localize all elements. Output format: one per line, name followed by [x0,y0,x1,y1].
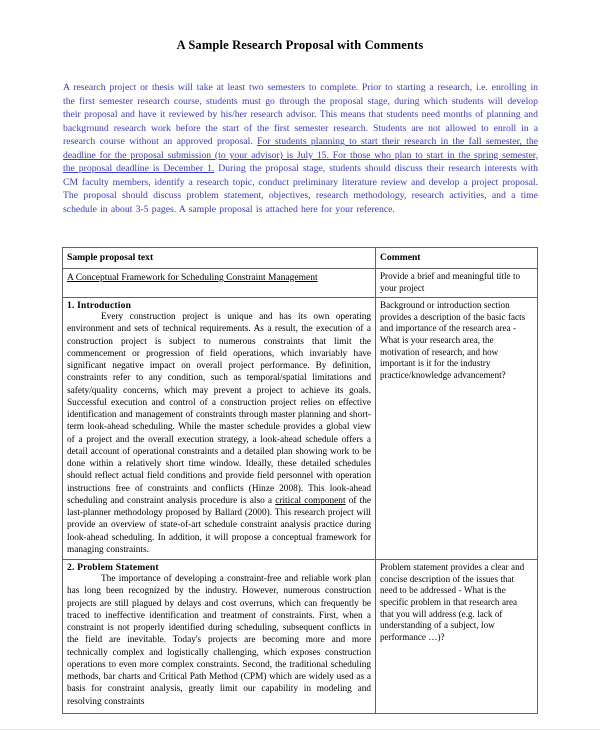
column-header-sample-proposal-text: Sample proposal text [63,248,376,269]
column-header-comment: Comment [376,248,538,269]
intro-body-underlined: critical component [275,495,346,506]
proposal-title-cell [63,269,376,298]
section-cell-problem-statement [63,560,376,714]
comment-cell-title: Provide a brief and meaningful title to your project [376,269,538,298]
table-row [63,298,538,560]
comment-cell-problem-statement: Problem statement provides a clear and concise description of the issues that need to be addressed - What is the specific problem in that research area that you will address (e.g. lack of understanding of a subject, low performance …)? [376,560,538,714]
section-heading-introduction: 1. Introduction [67,301,132,312]
intro-body-part2: of the last-planner methodology proposed by Ballard (2000). This research project will provide an overview of state-of-art schedule constraint analysis practice during look-ahead scheduling. In addition, it will propose a conceptual framework for managing constraints. [67,495,371,555]
intro-text-part1: A research project or thesis will take at least two semesters to complete. Prior to starting a research, i.e. enrolling in the first semester research course, students must go through the proposal stage, during which students will develop their proposal and have it reviewed by his/her research advisor. This means that students need months of planning and background research work before the start of the first semester research. Students are not allowed to enroll in a research course without an approved proposal. [63,82,538,148]
proposal-title-text: A Conceptual Framework for Scheduling Constraint Management [67,273,318,283]
section-body-problem-statement: The importance of developing a constraint-free and reliable work plan has long been recognized by the industry. However, numerous construction projects are still plagued by delays and cost overruns, which can frequently be traced to ineffective identification and treatment of constraints. First, when a constraint is not properly identified during scheduling, subsequent conflicts in the field are inevitable. Today's projects are becoming more and more technically complex and logistically challenging, which exposes construction operations to even more complex constraints. Second, the traditional scheduling methods, bar charts and Critical Path Method (CPM) which are widely used as a basis for constraint analysis, greatly limit our capability in modeling and resolving constraints [67,574,371,707]
section-heading-problem-statement: 2. Problem Statement [67,563,159,574]
page-title: A Sample Research Proposal with Comments [176,38,424,52]
table-header-row [63,248,538,269]
intro-body-part1: Every construction project is unique and has its own operating environment and sets of technical requirements. As a result, the execution of a construction project is subject to numerous constraints that limit the commencement or progression of field operations, which invariably have significant negative impact on overall project performance. By definition, constraints refer to any condition, such as temporal/spatial limitations and safety/quality concerns, which may prevent a project to achieve its goals. Successful execution and control of a construction project relies on effective identification and management of constraints through master planning and short-term look-ahead scheduling. While the master schedule provides a global view of a project and the overall execution strategy, a look-ahead schedule offers a detail account of operational constraints and a detailed plan showing work to be done within a relatively short time window. Ideally, these detailed schedules should reflect actual field conditions and provide field personnel with operation instructions free of constraints and conflicts (Hinze 2008). This look-ahead scheduling and constraint analysis procedure is also a [67,312,371,506]
comment-cell-introduction: Background or introduction section provides a description of the basic facts and importance of the research area - What is your research area, the motivation of research, and how important is it for the industry practice/knowledge advancement? [376,298,538,560]
proposal-table-wrapper [62,247,537,714]
table-row [63,560,538,714]
table-row [63,269,538,298]
intro-paragraph [0,81,600,216]
section-body-introduction [67,311,371,556]
proposal-table [62,247,538,714]
intro-text-part2: During the proposal stage, students should discuss their research interests with CM faculty members, identify a research topic, conduct preliminary literature review and develop a project proposal. The proposal should discuss problem statement, objectives, research methodology, research activities, and a time schedule in about 3-5 pages. A sample proposal is attached here for your reference. [63,163,538,215]
section-cell-introduction [63,298,376,560]
intro-text-underlined: For students planning to start their research in the fall semester, the deadline for the proposal submission (to your advisor) is July 15. For those who plan to start in the spring semester, the proposal deadline is December 1. [63,136,538,175]
